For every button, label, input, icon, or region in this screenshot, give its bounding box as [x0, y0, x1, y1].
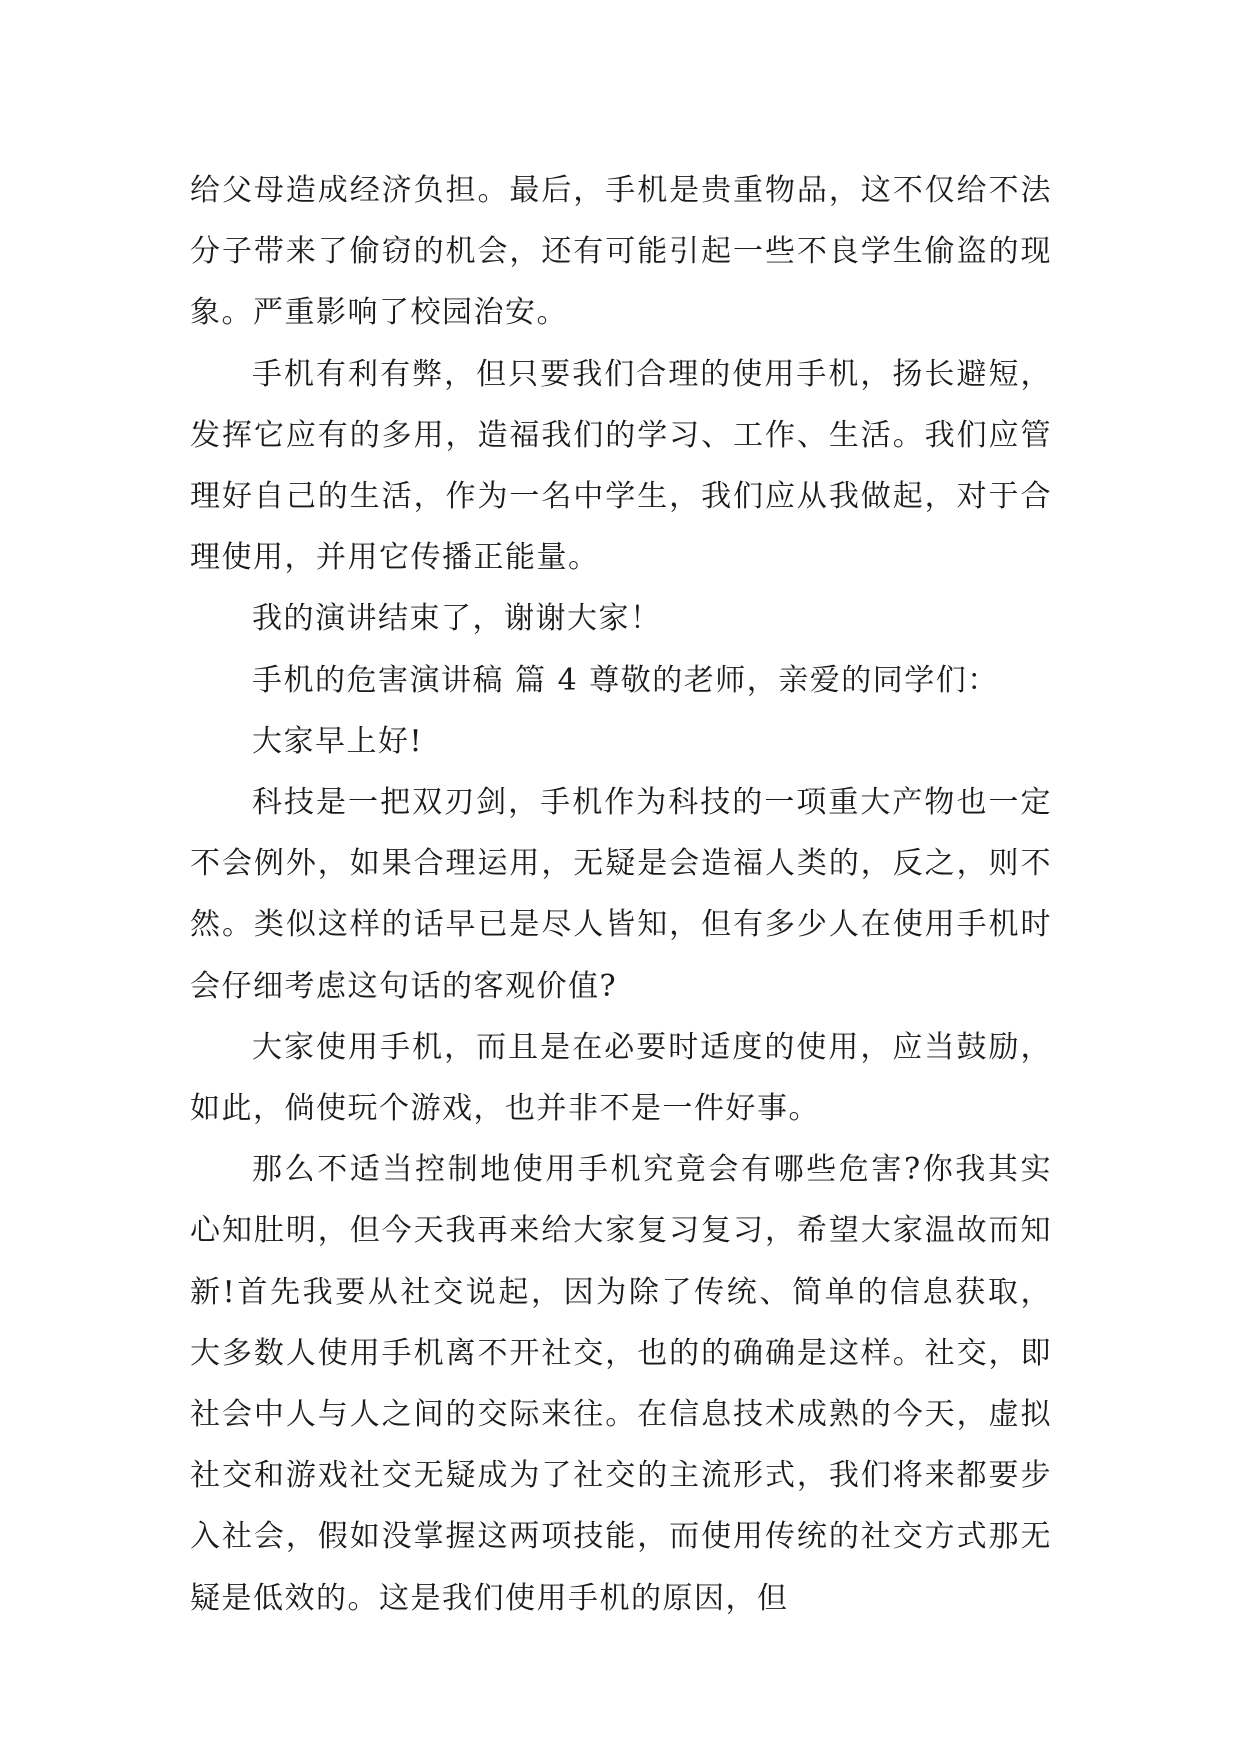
paragraph: 大家使用手机，而且是在必要时适度的使用，应当鼓励，如此，倘使玩个游戏，也并非不是一件好事。: [190, 1029, 1052, 1127]
paragraph: 我的演讲结束了，谢谢大家！: [252, 601, 662, 637]
paragraph: 那么不适当控制地使用手机究竟会有哪些危害?你我其实心知肚明，但今天我再来给大家复习复习，希望大家温故而知新!首先我要从社交说起，因为除了传统、简单的信息获取，大多数人使用手机离不开社交，也的的确确是这样。社交，即社会中人与人之间的交际来往。在信息技术成熟的今天，虚拟社交和游戏社交无疑成为了社交的主流形式，我们将来都要步入社会，假如没掌握这两项技能，而使用传统的社交方式那无疑是低效的。这是我们使用手机的原因，但: [190, 1152, 1052, 1616]
greeting-paragraph: 大家早上好!: [252, 723, 424, 759]
paragraph: 手机有利有弊，但只要我们合理的使用手机，扬长避短，发挥它应有的多用，造福我们的学习、工作、生活。我们应管理好自己的生活，作为一名中学生，我们应从我做起，对于合理使用，并用它传播正能量。: [190, 356, 1052, 576]
document-body: [190, 160, 1052, 1629]
paragraph: 给父母造成经济负担。最后，手机是贵重物品，这不仅给不法分子带来了偷窃的机会，还有可能引起一些不良学生偷盗的现象。严重影响了校园治安。: [190, 173, 1052, 331]
section-heading-paragraph: 手机的危害演讲稿 篇 4 尊敬的老师，亲爱的同学们：: [252, 662, 999, 698]
paragraph: 科技是一把双刃剑，手机作为科技的一项重大产物也一定不会例外，如果合理运用，无疑是会造福人类的，反之，则不然。类似这样的话早已是尽人皆知，但有多少人在使用手机时会仔细考虑这句话的客观价值?: [190, 785, 1052, 1004]
